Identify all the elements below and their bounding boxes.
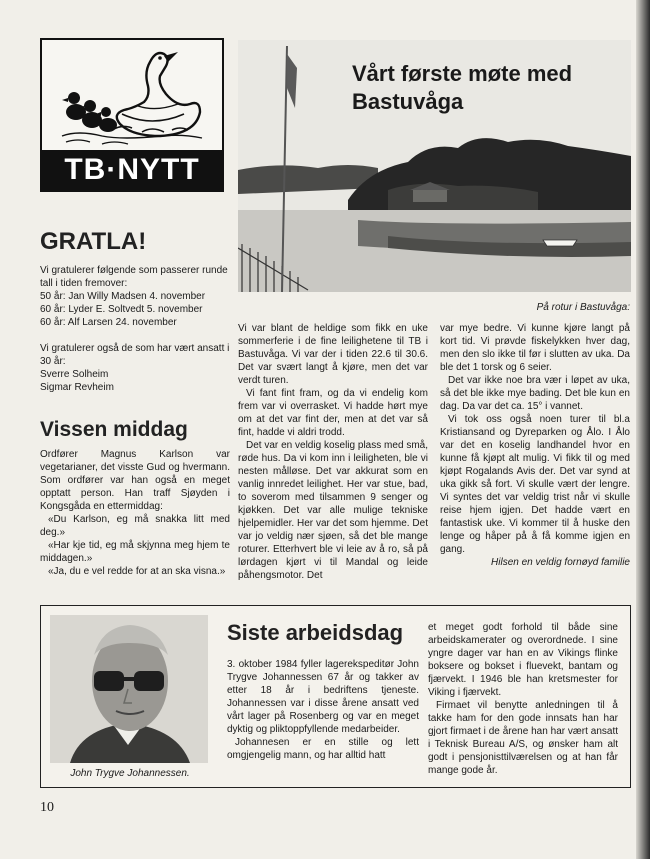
photo-caption: På rotur i Bastuvåga: — [536, 302, 630, 313]
article-column-middle — [238, 322, 428, 582]
vissen-paragraph: «Har kje tid, eg må skjynna meg hjem te middagen.» — [40, 540, 230, 564]
vissen-heading: Vissen middag — [40, 418, 188, 441]
birthday-line: 60 år: Lyder E. Soltvedt 5. november — [40, 304, 203, 315]
logo-wordmark: TB·NYTT — [42, 150, 222, 190]
retire-column-right — [428, 621, 618, 777]
portrait-caption: John Trygve Johannessen. — [70, 768, 190, 779]
article-signature: Hilsen en veldig fornøyd familie — [491, 557, 630, 568]
retire-paragraph: Firmaet vil benytte anledningen til å takke ham for den gode innsats han har gjort firmaet i de årene han har vært ansatt i Teknisk Bureau A/S, og ønsker ham alt godt i pensjonisttilværelsen og at han får mange gode år. — [428, 700, 618, 776]
anniversary-line: Sigmar Revheim — [40, 382, 114, 393]
gratla-intro: Vi gratulerer følgende som passerer runde tall i tiden fremover: — [40, 265, 228, 289]
article-headline: Vårt første møte med Bastuvåga — [352, 61, 573, 114]
duck-family-illustration — [42, 40, 222, 152]
portrait-photo — [50, 615, 208, 763]
gratla-heading: GRATLA! — [40, 228, 147, 255]
anniversary-line: Sverre Solheim — [40, 369, 109, 380]
article-paragraph: Det var en veldig koselig plass med små, røde hus. Da vi kom inn i leiligheten, ble vi nesten målløse. Det var akkurat som en vanlig innredet leilighet. Her var stue, bad, to soverom med tilsammen 9 senger og kjøkken. Det var alle mulige tekniske hjelpemidler. Her var det som hjemme. Det var jo veldig nær sjøen, så det ble mange roturer. Etterhvert ble vi leie av å ro, så på lørdagen kjørt vi til Mandal og leide påhengsmotor. Det — [238, 440, 428, 581]
gratla-body — [40, 264, 230, 394]
retire-paragraph: 3. oktober 1984 fyller lagerekspeditør John Trygve Johannessen 67 år og takker av etter 18 år i bedriftens tjeneste. Johannessen var i disse årene ansatt ved vårt lager på Rosenberg og var en meget dyktig og pliktoppfyllende medarbeider. — [227, 659, 419, 735]
article-paragraph: var mye bedre. Vi kunne kjøre langt på kort tid. Vi prøvde fiskelykken hver dag, men den slo ikke til før i slutten av uka. Da ble det 1 torsk og 6 seier. — [440, 323, 630, 373]
birthday-line: 50 år: Jan Willy Madsen 4. november — [40, 291, 206, 302]
retire-heading: Siste arbeidsdag — [227, 620, 404, 645]
gratla-intro-2: Vi gratulerer også de som har vært ansatt i 30 år: — [40, 343, 230, 367]
article-column-right — [440, 322, 630, 569]
article-paragraph: Vi tok oss også noen turer til bl.a Kristiansand og Dyreparken og Ålo. I Ålo var det en koselig landhandel hvor en kunne få kjøpt alt mulig. Vi fikk til og med kjøpt Rogalands Avis der. Det var synd at uka gikk så fort. Vi skulle vært der lengre. Vi syntes det var veldig trist når vi skulle reise hjem igjen. Det hadde vært en fantastisk uke. Vi kommer til å huske den lenge og håper på å få komme igjen en gang. — [440, 414, 630, 555]
article-paragraph: Det var ikke noe bra vær i løpet av uka, så det ble ikke mye bading. Det ble kun en dag. Da var det ca. 15° i vannet. — [440, 375, 630, 412]
page-edge-shadow — [636, 0, 650, 859]
retire-paragraph: Johannesen er en stille og lett omgjengelig mann, og har alltid hatt — [227, 737, 419, 761]
article-paragraph: Vi var blant de heldige som fikk en uke sommerferie i de fine leilighetene til TB i Bastuvåga. Vi var der i tiden 22.6 til 30.6. Det var svært langt å kjøre, men det var verdt turen. — [238, 323, 428, 386]
tb-nytt-logo — [40, 38, 224, 192]
page-number: 10 — [40, 800, 54, 815]
birthday-line: 60 år: Alf Larsen 24. november — [40, 317, 177, 328]
article-paragraph: Vi fant fint fram, og da vi endelig kom frem var vi overrasket. Vi hadde hørt mye om at det var fint der, men at det var så fint, hadde vi aldri trodd. — [238, 388, 428, 438]
retire-paragraph: et meget godt forhold til både sine arbeidskamerater og overordnede. I sine yngre dager var han en av Vikings flinke boksere og bokset i fluevekt, bantam og fjærvekt. I 1946 ble han kretsmester for Viking i fjærvekt. — [428, 622, 618, 698]
vissen-body — [40, 448, 230, 578]
vissen-paragraph: «Ja, du e vel redde for at an ska visna.» — [48, 566, 226, 577]
vissen-paragraph: «Du Karlson, eg må snakka litt med deg.» — [40, 514, 230, 538]
retire-column-left — [227, 658, 419, 762]
vissen-paragraph: Ordfører Magnus Karlson var vegetarianer, det visste Gud og hvermann. Som ordfører var han også en meget opptatt person. Han traff Sjøyden i Kongsgåda en ettermiddag: — [40, 449, 230, 512]
spacer — [40, 329, 230, 342]
